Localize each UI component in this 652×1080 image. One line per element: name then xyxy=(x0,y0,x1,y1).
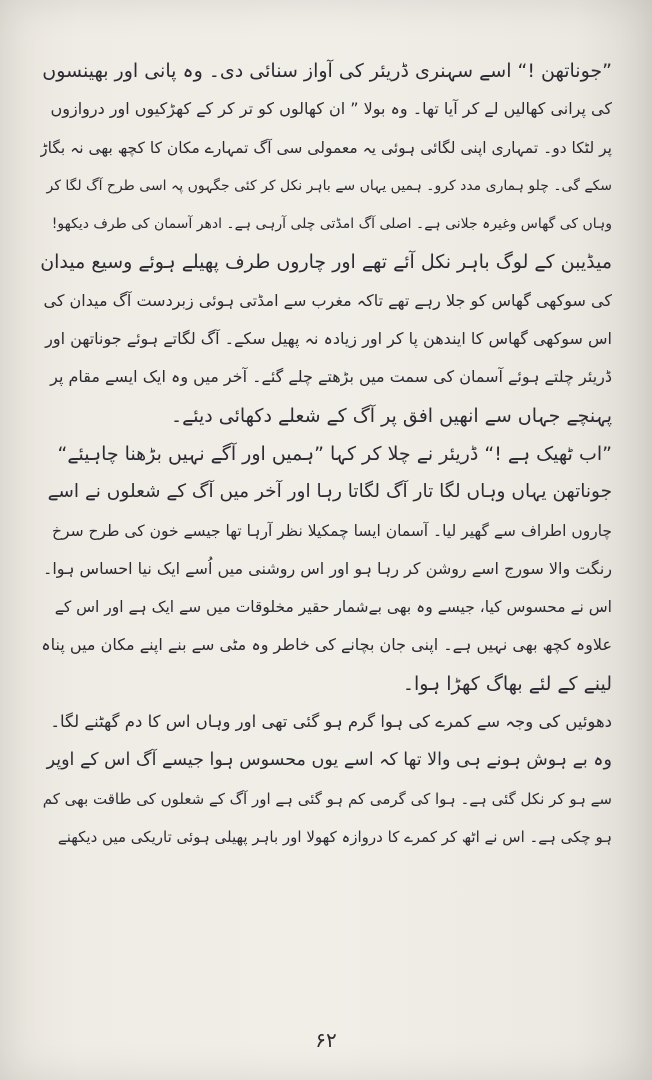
text-line: وہاں کی گھاس وغیرہ جلانی ہے۔ اصلی آگ امڈتی چلی آرہی ہے۔ ادھر آسمان کی طرف دیکھو! xyxy=(51,216,612,233)
text-line: علاوہ کچھ بھی نہیں ہے۔ اپنی جان بچانے کی خاطر وہ مٹی سے بنے اپنے مکان میں پناہ xyxy=(41,635,612,655)
text-line: ہو چکی ہے۔ اس نے اٹھ کر کمرے کا دروازہ کھولا اور باہر پھیلی ہوئی تاریکی میں دیکھنے xyxy=(57,827,612,846)
text-line: ”اب ٹھیک ہے !“ ڈریئر نے چلا کر کہا ”ہمیں اور آگے نہیں بڑھنا چاہیئے“ xyxy=(57,442,612,465)
page-number: ۶۲ xyxy=(315,1028,337,1052)
text-line: ”جوناتھن !“ اسے سہنری ڈریئر کی آواز سنائی دی۔ وہ پانی اور بھینسوں xyxy=(42,60,612,82)
text-line: وہ بے ہوش ہونے ہی والا تھا کہ اسے یوں محسوس ہوا جیسے آگ اس کے اوپر xyxy=(46,750,612,771)
text-line: کی پرانی کھالیں لے کر آیا تھا۔ وہ بولا ” ان کھالوں کو تر کر کے کھڑکیوں اور دروازوں xyxy=(50,99,612,119)
text-line: اس سوکھی گھاس کا ایندھن پا کر اور زیادہ نہ پھیل سکے۔ آگ لگاتے ہوئے جوناتھن اور xyxy=(45,329,612,349)
text-line: چاروں اطراف سے گھیر لیا۔ آسمان ایسا چمکیلا نظر آرہا تھا جیسے خون کی طرح سرخ xyxy=(52,521,612,540)
body-text xyxy=(40,52,612,856)
text-line: میڈیبن کے لوگ باہر نکل آئے تھے اور چاروں طرف پھیلے ہوئے وسیع میدان xyxy=(40,251,612,274)
text-line: رنگت والا سورج اسے روشن کر رہا ہو اور اس روشنی میں اُسے ایک نیا احساس ہوا۔ xyxy=(42,558,612,578)
text-line: پہنچے جہاں سے انھیں افق پر آگ کے شعلے دکھائی دیئے۔ xyxy=(170,404,612,427)
text-line: اس نے محسوس کیا، جیسے وہ بھی بےشمار حقیر مخلوقات میں سے ایک ہے اور اس کے xyxy=(54,598,612,617)
text-line: سکے گی۔ چلو ہماری مدد کرو۔ ہمیں یہاں سے باہر نکل کر کئی جگہوں پہ اسی طرح آگ لگا کر xyxy=(46,177,612,194)
text-line: پر لٹکا دو۔ تمہاری اپنی لگائی ہوئی یہ معمولی سی آگ تمہارے مکان کا کچھ بھی نہ بگاڑ xyxy=(40,138,612,157)
text-line: دھوئیں کی وجہ سے کمرے کی ہوا گرم ہو گئی تھی اور وہاں اس کا دم گھٹنے لگا۔ xyxy=(50,712,612,732)
text-line: سے ہو کر نکل گئی ہے۔ ہوا کی گرمی کم ہو گئی ہے اور آگ کے شعلوں کی طاقت بھی کم xyxy=(42,789,612,808)
text-line: جوناتھن یہاں وہاں لگا تار آگ لگاتا رہا اور آخر میں آگ کے شعلوں نے اسے xyxy=(47,481,612,503)
text-line: ڈریئر چلتے ہوئے آسمان کی سمت میں بڑھتے چلے گئے۔ آخر میں وہ ایک ایسے مقام پر xyxy=(50,367,612,387)
text-line: کی سوکھی گھاس کو جلا رہے تھے تاکہ مغرب سے امڈتی ہوئی زبردست آگ میدان کی xyxy=(43,290,612,310)
text-line: لینے کے لئے بھاگ کھڑا ہوا۔ xyxy=(402,672,612,695)
